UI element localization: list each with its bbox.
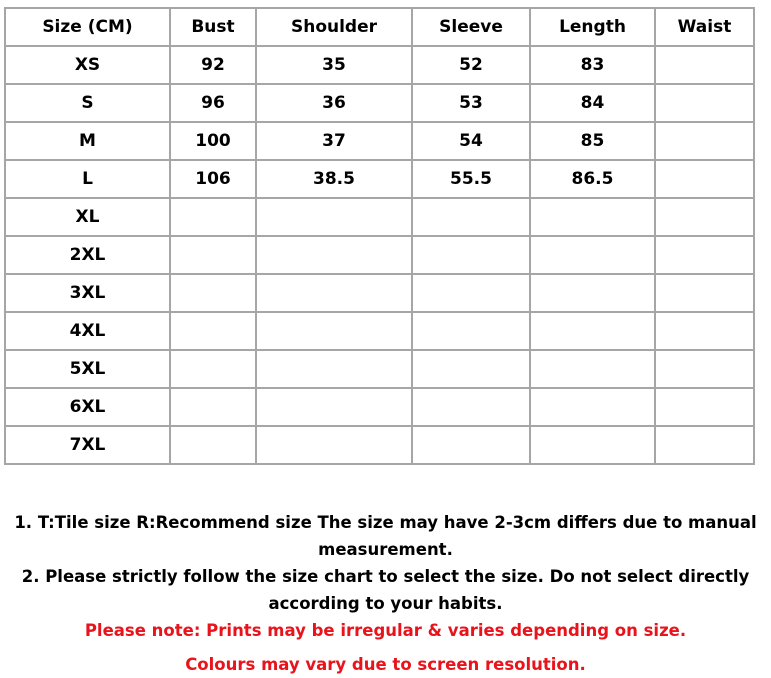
cell-length (530, 426, 655, 464)
cell-size: XS (5, 46, 170, 84)
cell-sleeve (412, 274, 530, 312)
cell-bust (170, 236, 256, 274)
cell-size: 3XL (5, 274, 170, 312)
cell-bust (170, 350, 256, 388)
table-row (5, 274, 754, 312)
cell-waist (655, 198, 754, 236)
cell-sleeve (412, 350, 530, 388)
note-1-line-1: 1. T:Tile size R:Recommend size The size may have 2-3cm differs due to manual (14, 513, 757, 532)
cell-length: 84 (530, 84, 655, 122)
cell-bust: 92 (170, 46, 256, 84)
cell-bust (170, 426, 256, 464)
header-sleeve: Sleeve (412, 8, 530, 46)
cell-shoulder (256, 236, 412, 274)
cell-sleeve (412, 312, 530, 350)
cell-bust (170, 312, 256, 350)
size-rows (5, 46, 754, 464)
header-shoulder: Shoulder (256, 8, 412, 46)
cell-size: 7XL (5, 426, 170, 464)
cell-size: 6XL (5, 388, 170, 426)
cell-length (530, 198, 655, 236)
cell-size: 4XL (5, 312, 170, 350)
cell-size: S (5, 84, 170, 122)
cell-sleeve (412, 426, 530, 464)
warning-prints: Please note: Prints may be irregular & varies depending on size. (84, 621, 687, 640)
cell-shoulder (256, 198, 412, 236)
cell-size: XL (5, 198, 170, 236)
note-1-line-2: measurement. (318, 540, 453, 559)
header-row (5, 8, 754, 46)
table-row (5, 122, 754, 160)
header-bust: Bust (170, 8, 256, 46)
cell-sleeve: 53 (412, 84, 530, 122)
note-2-line-2: according to your habits. (268, 594, 503, 613)
cell-size: 2XL (5, 236, 170, 274)
table-row (5, 312, 754, 350)
cell-length (530, 350, 655, 388)
cell-bust: 96 (170, 84, 256, 122)
cell-shoulder: 36 (256, 84, 412, 122)
warning-colours: Colours may vary due to screen resolution. (185, 655, 586, 674)
cell-bust (170, 198, 256, 236)
note-2-line-1: 2. Please strictly follow the size chart to select the size. Do not select directly (21, 567, 750, 586)
header-waist: Waist (655, 8, 754, 46)
cell-sleeve: 54 (412, 122, 530, 160)
cell-sleeve (412, 388, 530, 426)
cell-length: 86.5 (530, 160, 655, 198)
cell-waist (655, 274, 754, 312)
cell-length: 85 (530, 122, 655, 160)
cell-waist (655, 312, 754, 350)
table-row (5, 350, 754, 388)
cell-bust: 106 (170, 160, 256, 198)
cell-waist (655, 350, 754, 388)
cell-bust (170, 388, 256, 426)
cell-waist (655, 84, 754, 122)
cell-shoulder (256, 312, 412, 350)
cell-size: L (5, 160, 170, 198)
cell-shoulder: 37 (256, 122, 412, 160)
table-row (5, 236, 754, 274)
cell-shoulder (256, 426, 412, 464)
table-row (5, 46, 754, 84)
cell-shoulder (256, 274, 412, 312)
cell-bust: 100 (170, 122, 256, 160)
size-chart-table (4, 7, 755, 465)
cell-sleeve: 55.5 (412, 160, 530, 198)
table-row (5, 198, 754, 236)
table-row (5, 388, 754, 426)
header-length: Length (530, 8, 655, 46)
cell-sleeve (412, 236, 530, 274)
cell-size: M (5, 122, 170, 160)
table-row (5, 426, 754, 464)
table-row (5, 160, 754, 198)
cell-waist (655, 236, 754, 274)
header-size: Size (CM) (5, 8, 170, 46)
cell-sleeve: 52 (412, 46, 530, 84)
cell-length: 83 (530, 46, 655, 84)
cell-bust (170, 274, 256, 312)
cell-shoulder: 38.5 (256, 160, 412, 198)
cell-shoulder: 35 (256, 46, 412, 84)
cell-size: 5XL (5, 350, 170, 388)
cell-length (530, 312, 655, 350)
cell-length (530, 388, 655, 426)
cell-waist (655, 388, 754, 426)
cell-shoulder (256, 388, 412, 426)
cell-waist (655, 122, 754, 160)
cell-waist (655, 46, 754, 84)
cell-length (530, 274, 655, 312)
cell-length (530, 236, 655, 274)
cell-shoulder (256, 350, 412, 388)
notes-section (0, 509, 771, 678)
table-row (5, 84, 754, 122)
cell-waist (655, 426, 754, 464)
cell-sleeve (412, 198, 530, 236)
cell-waist (655, 160, 754, 198)
